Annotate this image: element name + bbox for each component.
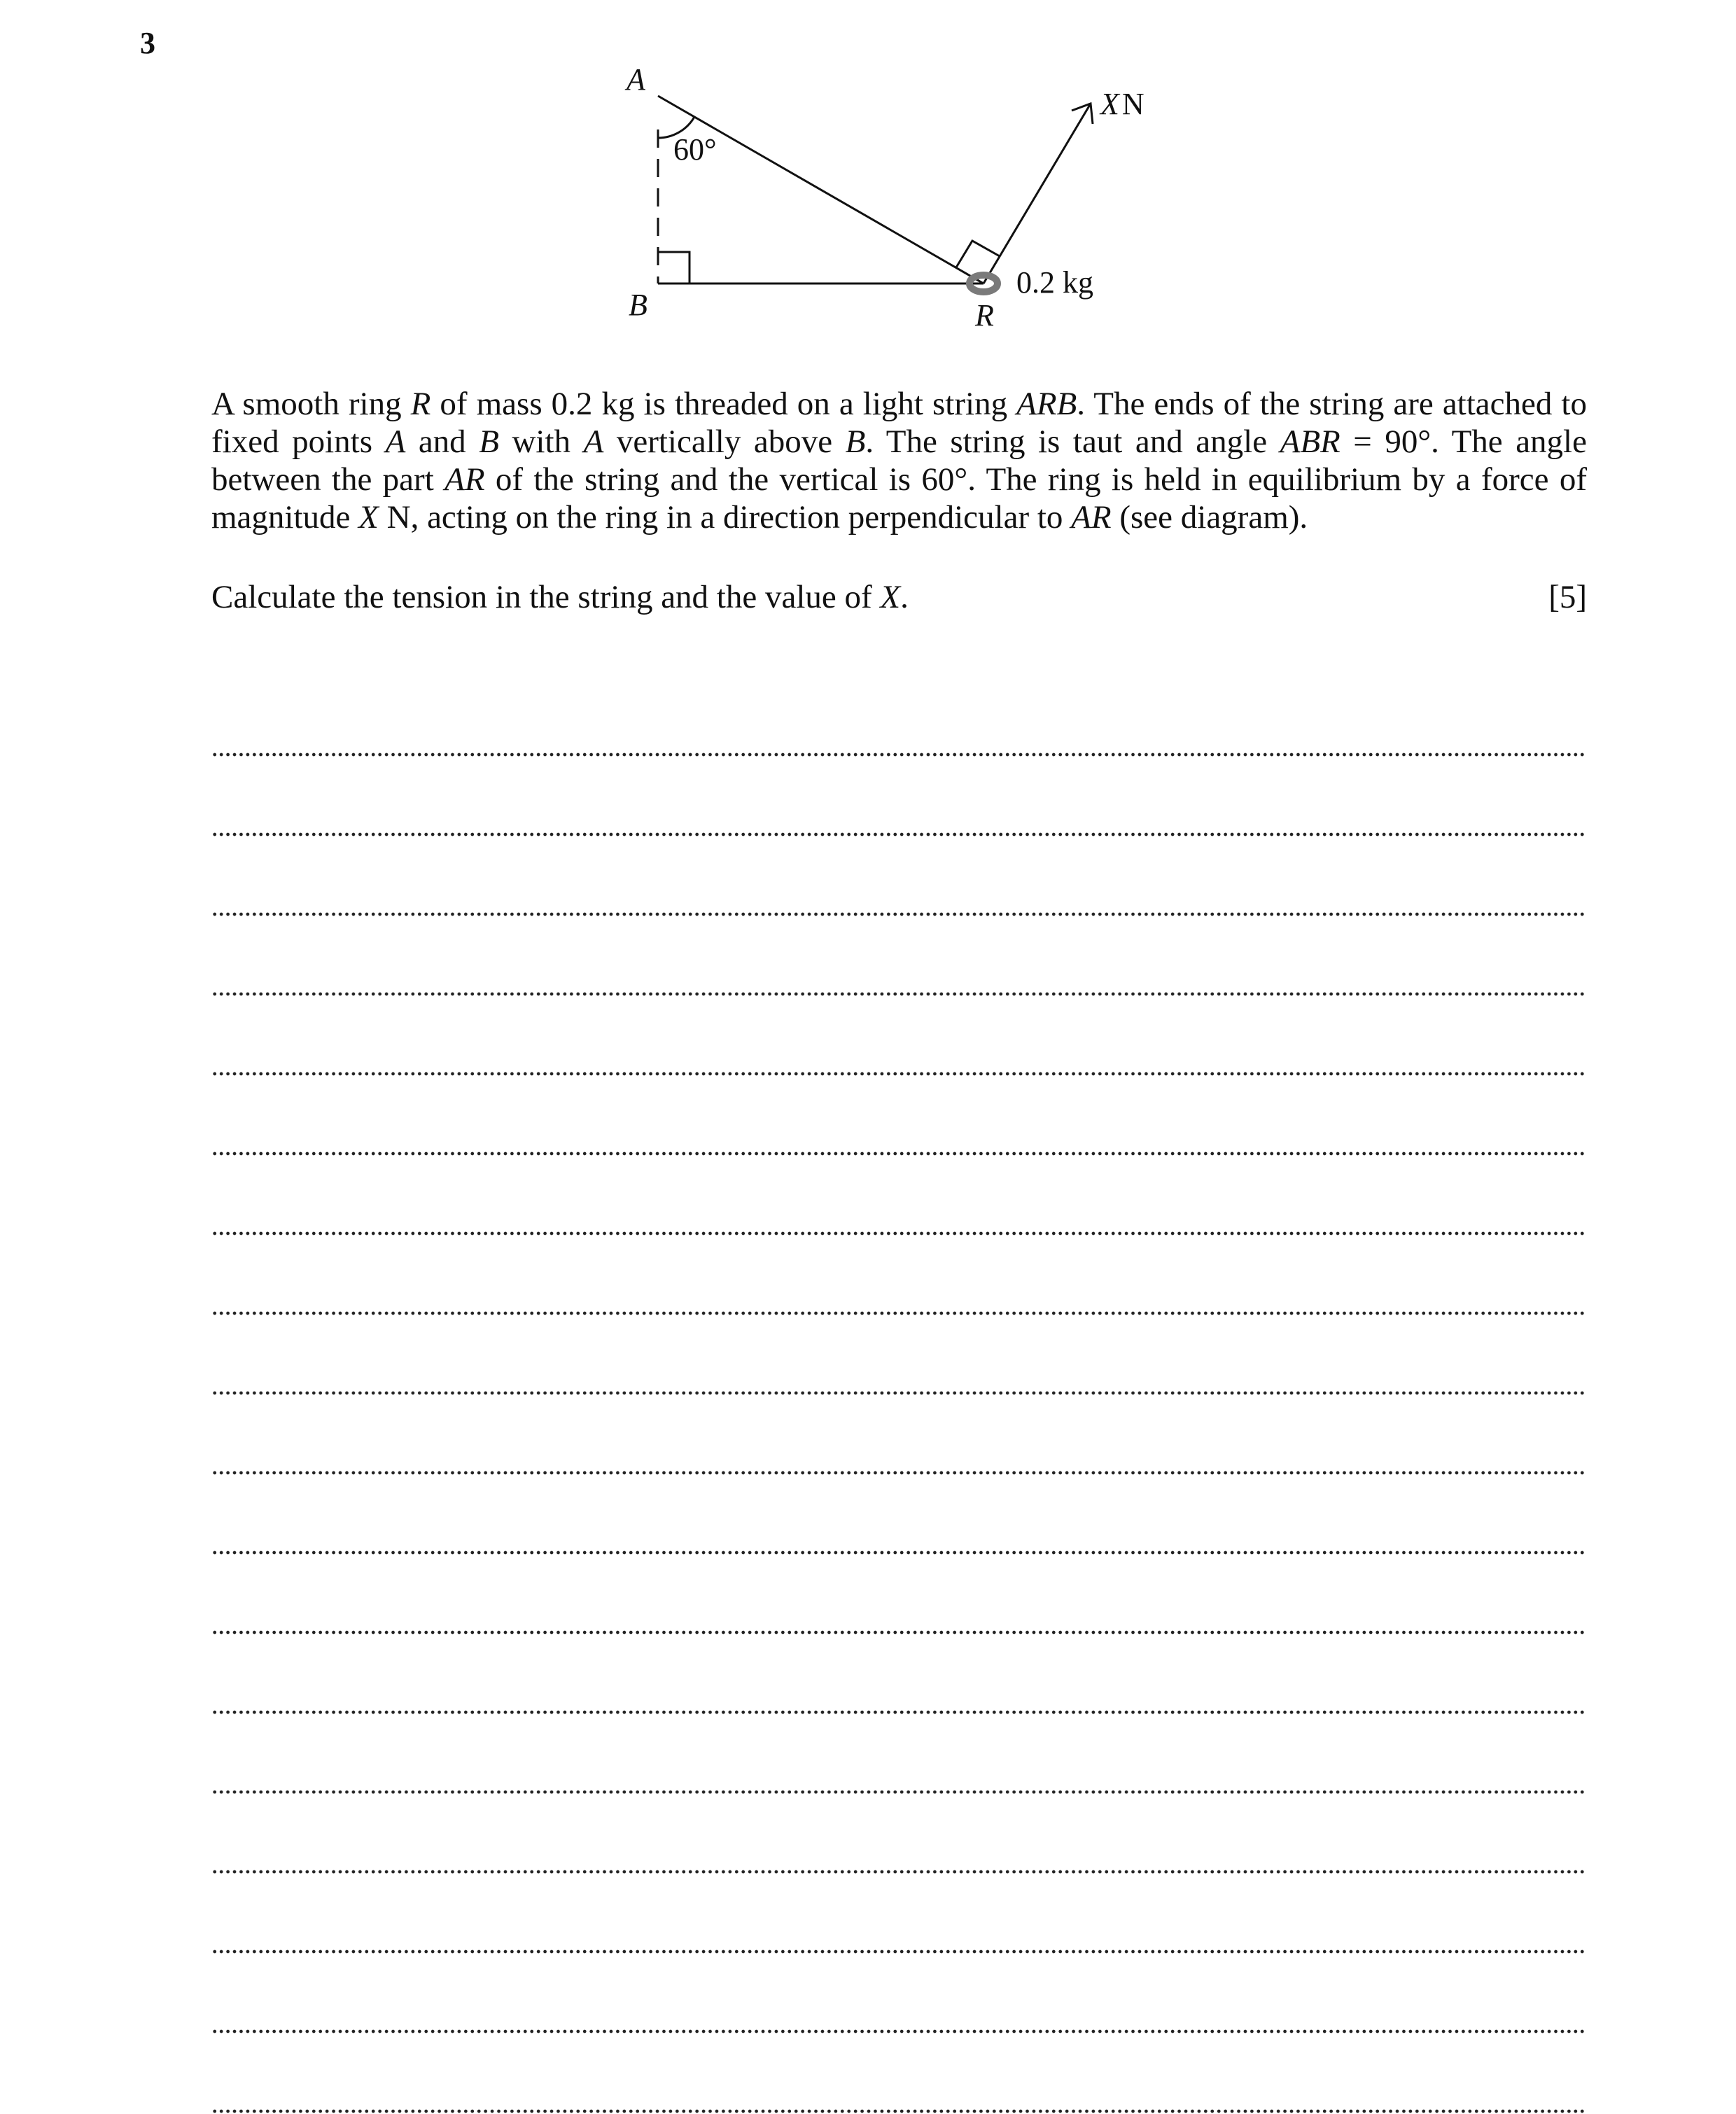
question-text-run: A smooth ring: [211, 386, 411, 422]
answer-line[interactable]: [211, 1316, 1587, 1396]
label-a: A: [626, 62, 645, 97]
mass-label: 0.2 kg: [1016, 265, 1093, 300]
right-angle-marker-r: [956, 241, 1000, 267]
answer-line[interactable]: [211, 1795, 1587, 1875]
question-variable: R: [410, 386, 431, 422]
answer-line[interactable]: [211, 1715, 1587, 1795]
question-text-run: . The string is taut and angle: [865, 424, 1280, 460]
answer-line[interactable]: [211, 1875, 1587, 1954]
answer-line[interactable]: [211, 1156, 1587, 1236]
answer-line[interactable]: [211, 678, 1587, 757]
angle-label: 60°: [673, 132, 717, 167]
question-text-run: of mass 0.2 kg is threaded on a light string: [430, 386, 1017, 422]
question-text-run: = 90°. The angle between the part: [211, 424, 1587, 498]
answer-line[interactable]: [211, 1077, 1587, 1156]
question-text-run: of the string and the vertical is 60°. The ring is held in equilibrium by a force of magnitude: [211, 461, 1587, 536]
question-variable: AR: [1071, 499, 1112, 536]
force-diagram: [0, 0, 1736, 364]
string-ar: [658, 96, 983, 284]
question-variable: ABR: [1280, 424, 1340, 460]
question-variable: ARB: [1016, 386, 1077, 422]
instruction-text: Calculate the tension in the string and the value of: [211, 579, 881, 615]
answer-line[interactable]: [211, 917, 1587, 997]
answer-line[interactable]: [211, 1635, 1587, 1715]
right-angle-marker-b: [658, 252, 690, 284]
answer-line[interactable]: [211, 837, 1587, 917]
answer-line[interactable]: [211, 1555, 1587, 1635]
question-number: 3: [140, 26, 155, 60]
label-r: R: [975, 298, 994, 332]
instruction-variable: X: [880, 579, 901, 615]
question-text-run: with: [498, 424, 584, 460]
question-variable: X: [358, 499, 379, 536]
answer-line[interactable]: [211, 1396, 1587, 1476]
instruction-end: .: [900, 579, 909, 615]
label-b: B: [629, 288, 648, 322]
question-text: [211, 385, 1587, 536]
question-variable: A: [583, 424, 604, 460]
instruction-line: [211, 578, 1587, 616]
question-variable: B: [479, 424, 499, 460]
question-text-run: and: [405, 424, 479, 460]
question-variable: B: [845, 424, 866, 460]
question-text-run: . The ends of the string are attached to fixed points: [211, 386, 1587, 460]
force-arrow-shaft: [983, 104, 1091, 284]
answer-area[interactable]: [211, 678, 1587, 2114]
question-text-run: N, acting on the ring in a direction perpendicular to: [378, 499, 1072, 536]
question-text-run: (see diagram).: [1111, 499, 1308, 536]
force-label: XN: [1100, 87, 1144, 121]
question-variable: A: [385, 424, 406, 460]
answer-line[interactable]: [211, 2034, 1587, 2114]
answer-line[interactable]: [211, 1476, 1587, 1555]
question-text-run: vertically above: [603, 424, 846, 460]
marks-label: [5]: [1548, 579, 1587, 615]
answer-line[interactable]: [211, 1954, 1587, 2034]
answer-line[interactable]: [211, 997, 1587, 1077]
answer-line[interactable]: [211, 757, 1587, 837]
question-variable: AR: [444, 461, 485, 498]
answer-line[interactable]: [211, 1236, 1587, 1316]
